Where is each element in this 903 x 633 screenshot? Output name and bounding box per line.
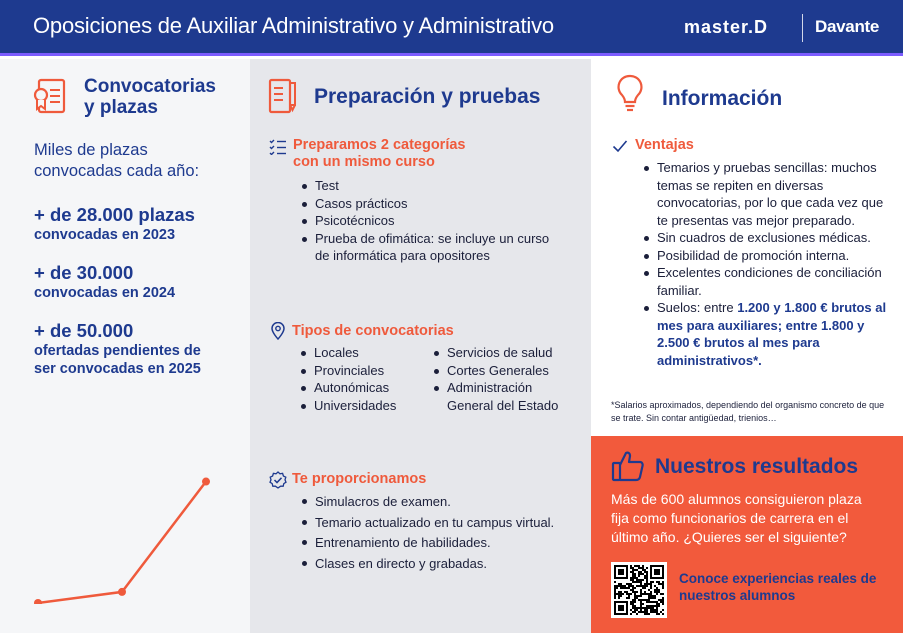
list-item: Cortes Generales [431, 362, 586, 380]
informacion-title: Información [662, 87, 783, 110]
experiencias-link[interactable]: Conoce experiencias reales de nuestros alumnos [679, 571, 877, 603]
checklist-icon [269, 139, 287, 155]
stat-2024: + de 30.000 convocadas en 2024 [34, 262, 176, 301]
header-bar [0, 0, 903, 56]
list-item: Servicios de salud [431, 344, 586, 362]
resultados-title: Nuestros resultados [655, 455, 859, 478]
checkmark-icon [612, 139, 628, 153]
stat-2023: + de 28.000 plazas convocadas en 2023 [34, 204, 195, 243]
list-item: Posibilidad de promoción interna. [641, 247, 887, 265]
plazas-line-chart [0, 414, 250, 604]
tipos-list-left [298, 344, 428, 414]
chart-point-2023 [34, 599, 42, 604]
master-d-logo[interactable]: master.D [684, 17, 769, 37]
convocatorias-title: Convocatorias y plazas [84, 76, 216, 118]
categorias-title: Preparamos 2 categorías con un mismo curso [293, 137, 466, 170]
list-item: Temarios y pruebas sencillas: muchos temas se repiten en diversas convocatorias, por lo que cada vez que te presentas vas mejor preparado. [641, 159, 887, 229]
chart-point-2024 [118, 588, 126, 596]
davante-logo[interactable]: Davante [815, 17, 880, 36]
list-item: Test [299, 177, 589, 195]
convocatorias-intro: Miles de plazas convocadas cada año: [34, 141, 200, 180]
chart-series-line [38, 482, 206, 603]
stat-2025: + de 50.000 ofertadas pendientes de ser convocadas en 2025 [34, 320, 201, 377]
list-item: Casos prácticos [299, 195, 589, 213]
proporcionamos-list [299, 492, 589, 574]
tipos-title: Tipos de convocatorias [292, 323, 454, 339]
qr-code-image [614, 565, 664, 615]
ventajas-title: Ventajas [635, 137, 694, 153]
ventajas-list [641, 159, 887, 369]
tipos-list-right [431, 344, 586, 414]
qr-code[interactable] [611, 562, 667, 618]
list-item: Universidades [298, 397, 428, 415]
list-item: Autonómicas [298, 379, 428, 397]
list-item-sueldos: Suelos: entre 1.200 y 1.800 € brutos al mes para auxiliares; entre 1.800 y 2.500 € brutos al mes para administrativos*. [641, 299, 887, 369]
preparacion-column [250, 59, 591, 633]
certificate-icon [33, 78, 67, 114]
list-item-continuation: de informática para opositores [315, 248, 490, 263]
location-pin-icon [270, 322, 286, 340]
resultados-panel [591, 436, 903, 633]
list-item: Temario actualizado en tu campus virtual. [299, 513, 589, 534]
list-item: Locales [298, 344, 428, 362]
list-item: Provinciales [298, 362, 428, 380]
list-item-continuation: General del Estado [447, 397, 559, 413]
list-item: Excelentes condiciones de conciliación familiar. [641, 264, 887, 299]
list-item: Sin cuadros de exclusiones médicas. [641, 229, 887, 247]
page-title: Oposiciones de Auxiliar Administrativo y Administrativo [33, 13, 554, 38]
list-item: Prueba de ofimática: se incluye un curso [299, 230, 589, 248]
document-pen-icon [268, 77, 298, 115]
lightbulb-icon [616, 74, 644, 114]
salary-footnote: *Salarios aproximados, dependiendo del organismo concreto de que se trate. Sin contar antigüedad, trienios… [611, 400, 885, 423]
chart-point-2025 [202, 478, 210, 486]
categorias-list [299, 177, 589, 265]
list-item: Administración [431, 379, 586, 397]
thumbs-up-icon [611, 450, 645, 482]
resultados-text: Más de 600 alumnos consiguieron plaza fija como funcionarios de carrera en el último año. ¿Quieres ser el siguiente? [611, 491, 862, 545]
verified-badge-icon [269, 471, 287, 489]
list-item: Simulacros de examen. [299, 492, 589, 513]
convocatorias-column [0, 59, 250, 633]
proporcionamos-title: Te proporcionamos [292, 471, 427, 487]
list-item: Psicotécnicos [299, 212, 589, 230]
preparacion-title: Preparación y pruebas [314, 85, 541, 108]
logo-divider [802, 14, 803, 42]
list-item: Clases en directo y grabadas. [299, 554, 589, 575]
list-item: Entrenamiento de habilidades. [299, 533, 589, 554]
